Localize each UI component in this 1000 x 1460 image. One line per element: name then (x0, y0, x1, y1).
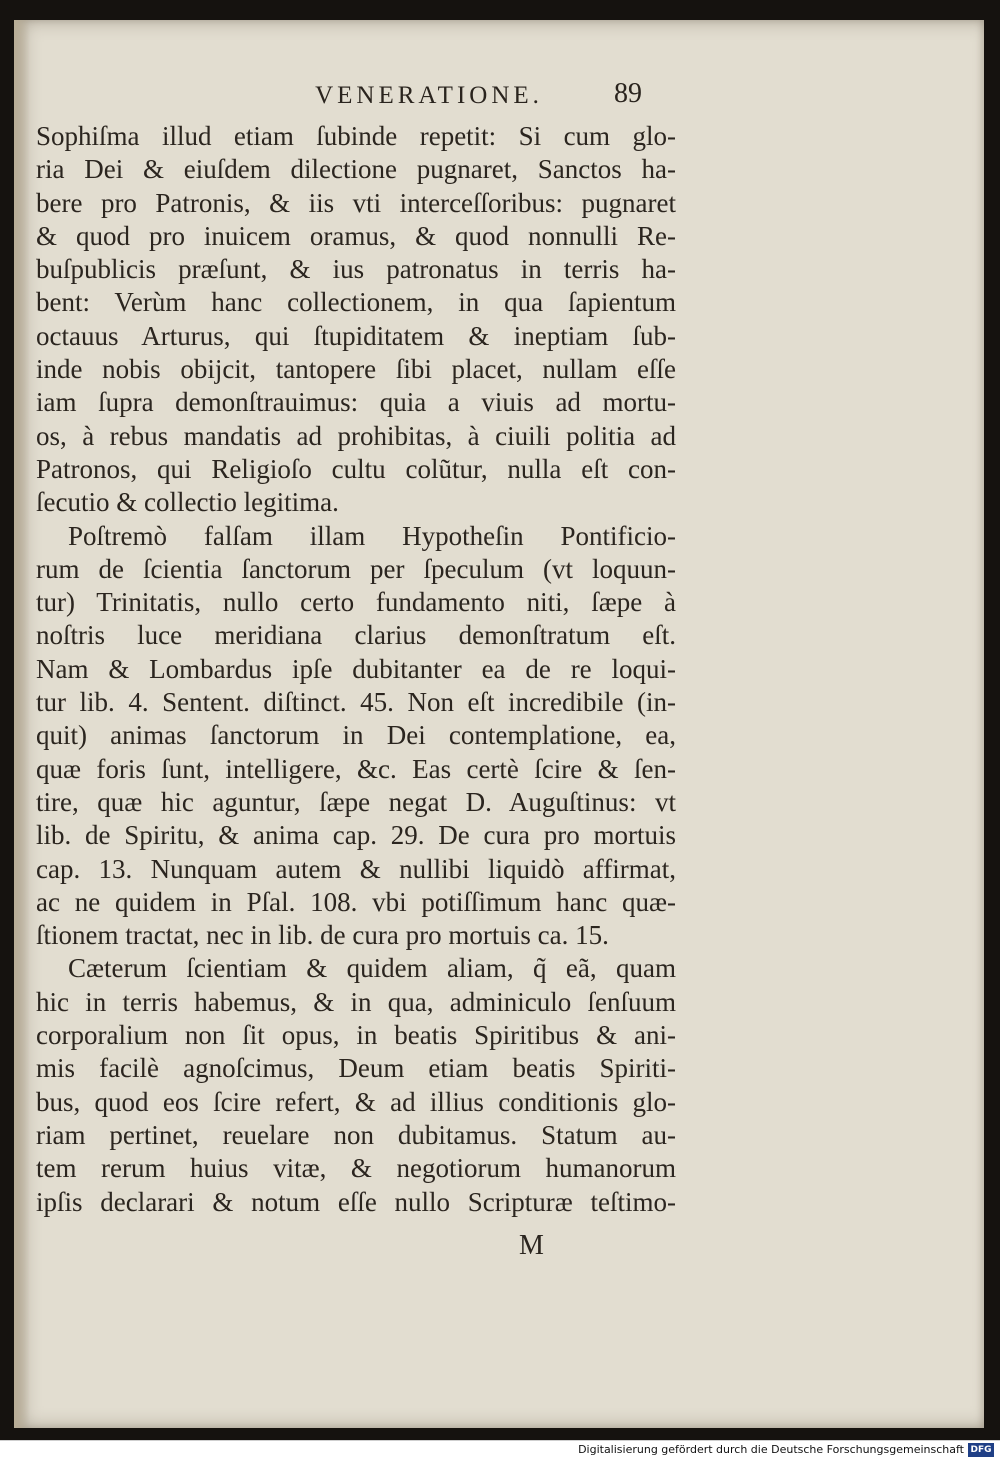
funding-credit: Digitalisierung gefördert durch die Deutsche Forschungsgemeinschaft (578, 1443, 964, 1456)
text-line: tur) Trinitatis, nullo certo fundamento niti, ſæpe à (36, 587, 676, 618)
text-line: & quod pro inuicem oramus, & quod nonnulli Re- (36, 220, 676, 251)
catchword: M (519, 1230, 544, 1261)
text-line: ria Dei & eiuſdem dilectione pugnaret, Sanctos ha- (36, 154, 676, 185)
page-gutter-shadow (14, 20, 30, 1428)
text-line: Poſtremò falſam illam Hypotheſin Pontificio- (68, 520, 676, 551)
text-line: lib. de Spiritu, & anima cap. 29. De cura pro mortuis (36, 820, 676, 851)
text-line: bent: Verùm hanc collectionem, in qua ſapientum (36, 287, 676, 318)
text-line: ac ne quidem in Pſal. 108. vbi potiſſimum hanc quæ- (36, 886, 676, 917)
text-line: corporalium non ſit opus, in beatis Spiritibus & ani- (36, 1020, 676, 1051)
text-line: inde nobis obijcit, tantopere ſibi placet, nullam eſſe (36, 354, 676, 385)
text-line: riam pertinet, reuelare non dubitamus. Statum au- (36, 1119, 676, 1150)
book-page (14, 20, 984, 1428)
page-number: 89 (614, 78, 642, 109)
text-line: ipſis declarari & notum eſſe nullo Scripturæ teſtimo- (36, 1186, 676, 1217)
text-line: hic in terris habemus, & in qua, adminiculo ſenſuum (36, 986, 676, 1017)
text-line: Sophiſma illud etiam ſubinde repetit: Si cum glo- (36, 121, 676, 151)
text-line: ſtionem tractat, nec in lib. de cura pro mortuis ca. 15. (36, 920, 609, 951)
text-line: ſecutio & collectio legitima. (36, 487, 339, 518)
text-line: quit) animas ſanctorum in Dei contemplatione, ea, (36, 720, 676, 751)
text-line: tire, quæ hic aguntur, ſæpe negat D. Auguſtinus: vt (36, 786, 676, 817)
text-line: mis facilè agnoſcimus, Deum etiam beatis Spiriti- (36, 1053, 676, 1084)
text-line: tem rerum huius vitæ, & negotiorum humanorum (36, 1153, 676, 1184)
text-line: bus, quod eos ſcire refert, & ad illius conditionis glo- (36, 1086, 676, 1117)
text-line: buſpublicis præſunt, & ius patronatus in terris ha- (36, 254, 676, 285)
text-line: bere pro Patronis, & iis vti interceſſoribus: pugnaret (36, 187, 676, 218)
text-line: Cæterum ſcientiam & quidem aliam, q̃ eã, quam (68, 953, 676, 984)
text-line: tur lib. 4. Sentent. diſtinct. 45. Non eſt incredibile (in- (36, 687, 676, 718)
text-line: os, à rebus mandatis ad prohibitas, à ciuili politia ad (36, 420, 676, 451)
text-line: octauus Arturus, qui ſtupiditatem & ineptiam ſub- (36, 320, 676, 351)
running-head: VENERATIONE. (315, 82, 543, 109)
text-line: rum de ſcientia ſanctorum per ſpeculum (vt loquun- (36, 553, 676, 584)
text-line: quæ foris ſunt, intelligere, &c. Eas certè ſcire & ſen- (36, 753, 676, 784)
text-line: iam ſupra demonſtrauimus: quia a viuis ad mortu- (36, 387, 676, 418)
body-text (36, 120, 676, 1219)
text-line: cap. 13. Nunquam autem & nullibi liquidò affirmat, (36, 853, 676, 884)
text-line: Nam & Lombardus ipſe dubitanter ea de re loqui- (36, 653, 676, 684)
dfg-logo-icon[interactable]: DFG (968, 1443, 994, 1457)
text-line: Patronos, qui Religioſo cultu colũtur, nulla eſt con- (36, 453, 676, 484)
text-line: noſtris luce meridiana clarius demonſtratum eſt. (36, 620, 676, 651)
footer-bar (0, 1440, 1000, 1460)
